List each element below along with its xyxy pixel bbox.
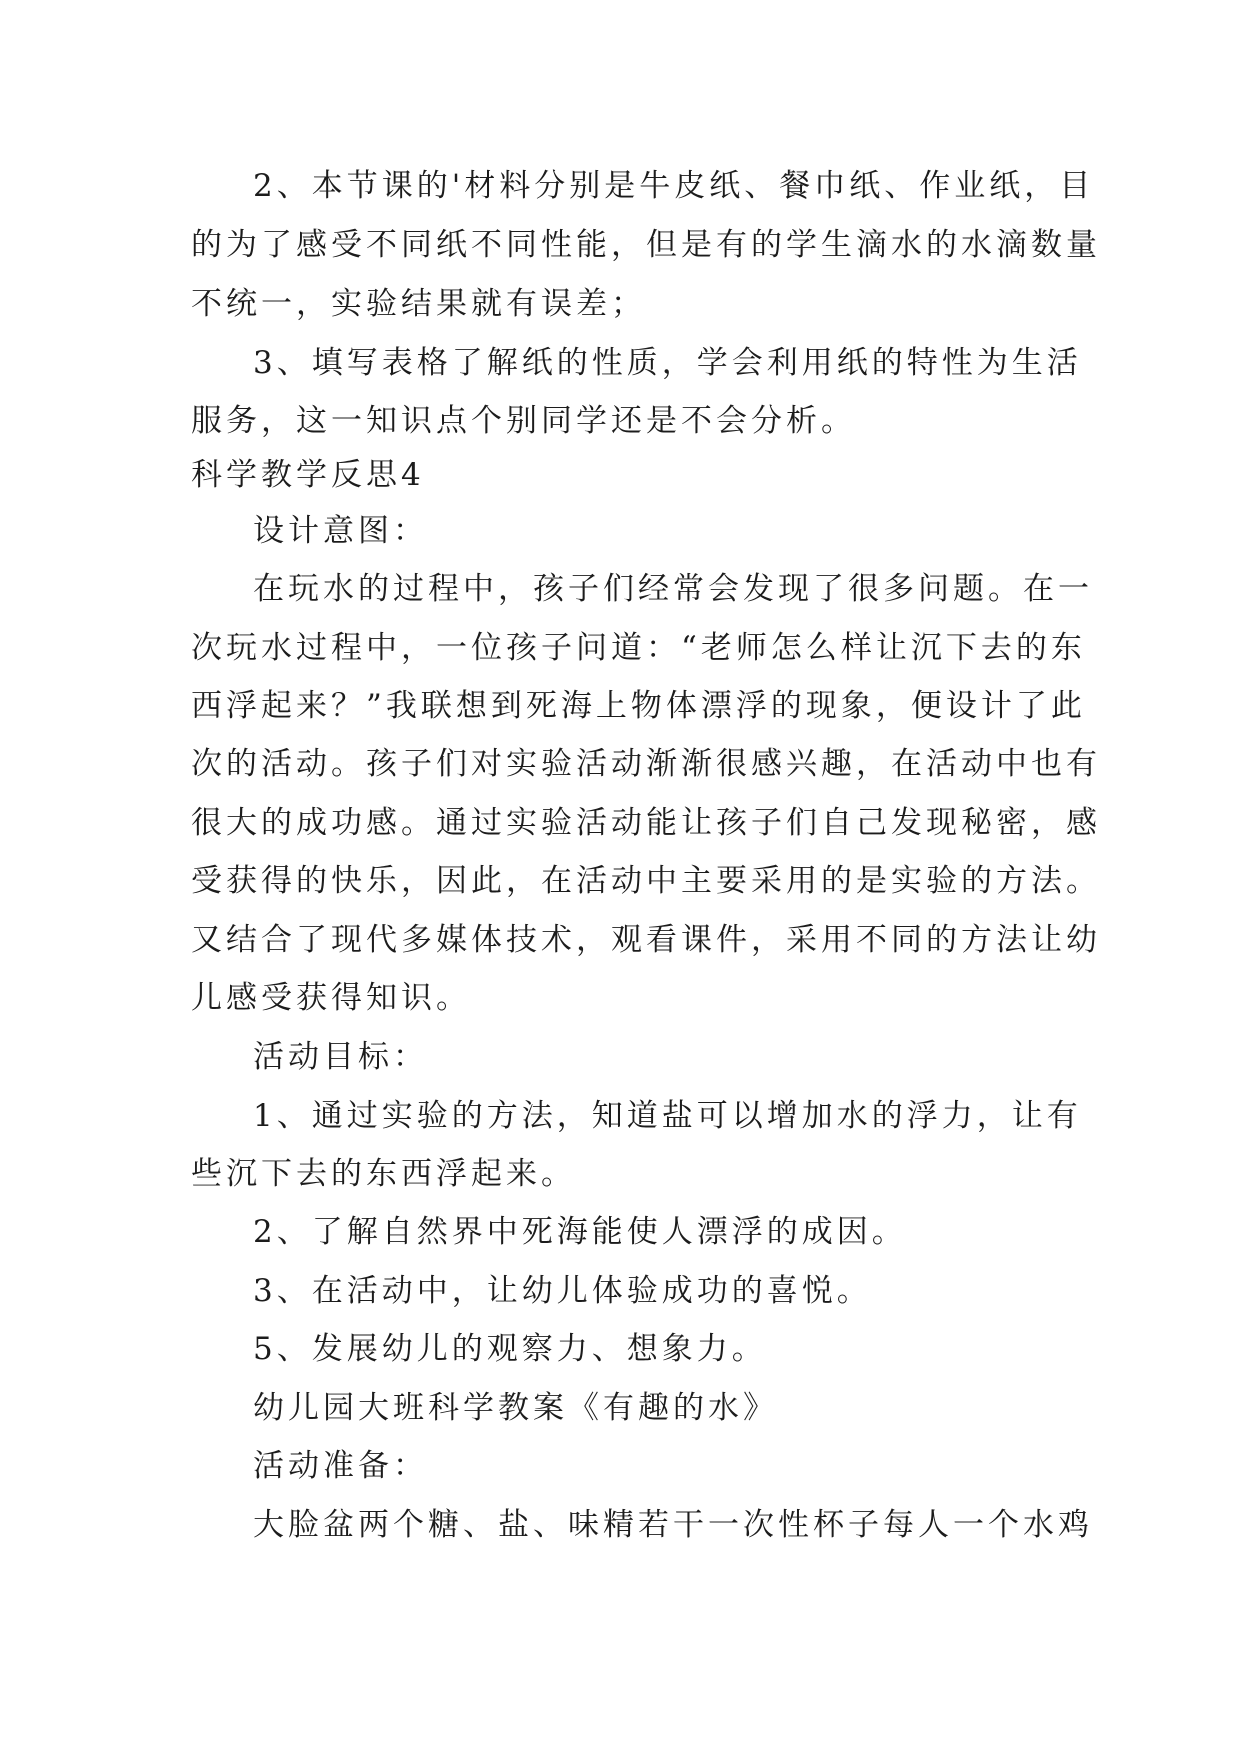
paragraph-line: 又结合了现代多媒体技术，观看课件，采用不同的方法让幼	[191, 922, 1101, 958]
paragraph-line: 2、本节课的'材料分别是牛皮纸、餐巾纸、作业纸，目	[253, 168, 1095, 204]
list-item: 5、发展幼儿的观察力、想象力。	[253, 1331, 767, 1367]
section-heading: 科学教学反思4	[191, 457, 425, 493]
paragraph-line: 次玩水过程中，一位孩子问道：“老师怎么样让沉下去的东	[191, 630, 1086, 666]
paragraph-line: 服务，这一知识点个别同学还是不会分析。	[191, 403, 856, 439]
paragraph-line: 西浮起来？”我联想到死海上物体漂浮的现象，便设计了此	[191, 688, 1086, 724]
subheading: 活动准备：	[253, 1448, 428, 1484]
subheading: 设计意图：	[253, 513, 428, 549]
paragraph-line: 次的活动。孩子们对实验活动渐渐很感兴趣，在活动中也有	[191, 746, 1101, 782]
paragraph-line: 大脸盆两个糖、盐、味精若干一次性杯子每人一个水鸡	[253, 1507, 1093, 1543]
paragraph-line: 3、填写表格了解纸的性质，学会利用纸的特性为生活	[253, 345, 1082, 381]
subheading: 幼儿园大班科学教案《有趣的水》	[253, 1390, 778, 1426]
paragraph-line: 很大的成功感。通过实验活动能让孩子们自己发现秘密，感	[191, 805, 1101, 841]
paragraph-line: 的为了感受不同纸不同性能，但是有的学生滴水的水滴数量	[191, 227, 1101, 263]
paragraph-line: 在玩水的过程中，孩子们经常会发现了很多问题。在一	[253, 571, 1093, 607]
list-item: 3、在活动中，让幼儿体验成功的喜悦。	[253, 1273, 872, 1309]
paragraph-line: 些沉下去的东西浮起来。	[191, 1156, 576, 1192]
paragraph-line: 受获得的快乐，因此，在活动中主要采用的是实验的方法。	[191, 863, 1101, 899]
subheading: 活动目标：	[253, 1039, 428, 1075]
list-item: 1、通过实验的方法，知道盐可以增加水的浮力，让有	[253, 1098, 1082, 1134]
paragraph-line: 儿感受获得知识。	[191, 980, 471, 1016]
paragraph-line: 不统一，实验结果就有误差；	[191, 286, 646, 322]
list-item: 2、了解自然界中死海能使人漂浮的成因。	[253, 1214, 907, 1250]
